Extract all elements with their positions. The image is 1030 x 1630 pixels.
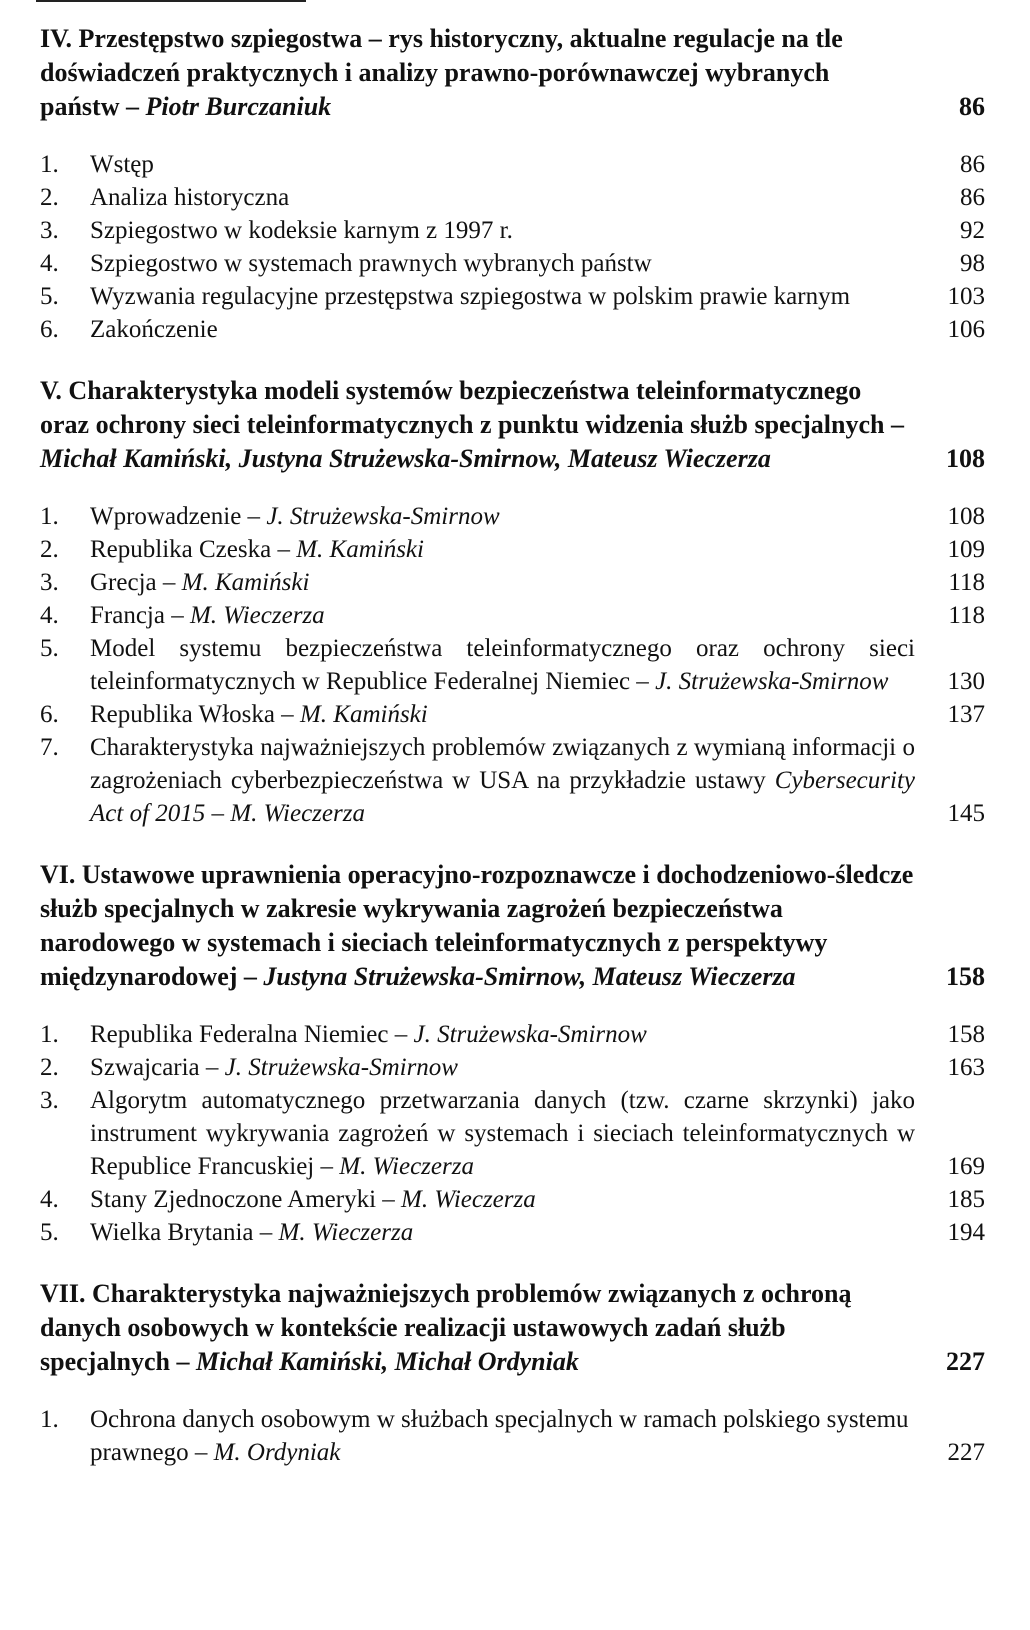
- table-of-contents: [40, 22, 985, 1497]
- toc-entry: [40, 1183, 985, 1216]
- entry-title: Grecja –: [90, 569, 182, 596]
- entry-page: 137: [947, 701, 985, 728]
- entry-title: Wprowadzenie –: [90, 503, 267, 530]
- toc-entry: [40, 181, 985, 214]
- section-entries: [40, 1018, 985, 1249]
- entry-number: 1.: [40, 1406, 59, 1433]
- entry-number: 4.: [40, 250, 59, 277]
- entry-number: 5.: [40, 635, 59, 662]
- toc-entry: [40, 1216, 985, 1249]
- entry-title: Charakterystyka najważniejszych problemów związanych z wymianą informacji o zagrożeniach cyberbezpieczeństwa w USA na przykładzie ustawy: [90, 734, 915, 794]
- section-title: VI. Ustawowe uprawnienia operacyjno-rozpoznawcze i dochodzeniowo-śledcze służb specjalnych w zakresie wykrywania zagrożeń bezpieczeństwa narodowego w systemach i sieciach teleinformatycznych z perspektywy międzynarodowej –: [40, 860, 914, 991]
- section-heading: [40, 1277, 985, 1379]
- toc-entry: [40, 731, 985, 830]
- entry-page: 109: [947, 536, 985, 563]
- entry-number: 4.: [40, 602, 59, 629]
- section-authors: Justyna Strużewska-Smirnow, Mateusz Wieczerza: [263, 962, 796, 991]
- toc-entry: [40, 599, 985, 632]
- toc-section: [40, 22, 985, 346]
- toc-entry: [40, 1084, 985, 1183]
- entry-page: 98: [960, 250, 985, 277]
- toc-entry: [40, 313, 985, 346]
- entry-page: 118: [948, 569, 985, 596]
- entry-number: 1.: [40, 503, 59, 530]
- section-heading: [40, 374, 985, 476]
- section-title: IV. Przestępstwo szpiegostwa – rys historyczny, aktualne regulacje na tle doświadczeń praktycznych i analizy prawno-porównawczej wybranych państw –: [40, 24, 843, 121]
- entry-number: 1.: [40, 1021, 59, 1048]
- entry-author: M. Ordyniak: [213, 1439, 341, 1466]
- entry-number: 5.: [40, 283, 59, 310]
- entry-title: Wstęp: [90, 151, 154, 178]
- entry-number: 1.: [40, 151, 59, 178]
- entry-author: J. Strużewska-Smirnow: [224, 1054, 458, 1081]
- entry-page: 86: [960, 184, 985, 211]
- entry-title: Republika Włoska –: [90, 701, 300, 728]
- section-title: VII. Charakterystyka najważniejszych problemów związanych z ochroną danych osobowych w kontekście realizacji ustawowych zadań służb specjalnych –: [40, 1279, 852, 1376]
- toc-entry: [40, 148, 985, 181]
- entry-title: Szpiegostwo w kodeksie karnym z 1997 r.: [90, 217, 513, 244]
- entry-page: 185: [947, 1186, 985, 1213]
- entry-page: 194: [947, 1219, 985, 1246]
- entry-page: 86: [960, 151, 985, 178]
- section-authors: Michał Kamiński, Justyna Strużewska-Smirnow, Mateusz Wieczerza: [40, 444, 771, 473]
- entry-title: Ochrona danych osobowym w służbach specjalnych w ramach polskiego systemu prawnego –: [90, 1406, 909, 1466]
- entry-page: 158: [947, 1021, 985, 1048]
- entry-author: M. Wieczerza: [189, 602, 325, 629]
- toc-entry: [40, 500, 985, 533]
- entry-author: M. Wieczerza: [278, 1219, 414, 1246]
- toc-entry: [40, 632, 985, 698]
- section-heading: [40, 22, 985, 124]
- entry-page: 130: [947, 668, 985, 695]
- toc-entry: [40, 533, 985, 566]
- entry-page: 92: [960, 217, 985, 244]
- entry-title: Wielka Brytania –: [90, 1219, 279, 1246]
- entry-author: M. Wieczerza: [401, 1186, 536, 1213]
- entry-number: 6.: [40, 701, 59, 728]
- toc-section: [40, 858, 985, 1249]
- entry-number: 2.: [40, 1054, 59, 1081]
- entry-page: 106: [947, 316, 985, 343]
- entry-number: 3.: [40, 217, 59, 244]
- toc-entry: [40, 1403, 985, 1469]
- toc-entry: [40, 1018, 985, 1051]
- entry-number: 3.: [40, 1087, 59, 1114]
- toc-entry: [40, 214, 985, 247]
- entry-title: Stany Zjednoczone Ameryki –: [90, 1186, 402, 1213]
- entry-page: 227: [947, 1439, 985, 1466]
- section-page: 86: [959, 92, 985, 121]
- entry-author: J. Strużewska-Smirnow: [655, 668, 889, 695]
- toc-entry: [40, 280, 985, 313]
- section-page: 227: [946, 1347, 985, 1376]
- entry-page: 163: [947, 1054, 985, 1081]
- entry-author: M. Kamiński: [299, 701, 428, 728]
- entry-title: Francja –: [90, 602, 190, 629]
- entry-title: Algorytm automatycznego przetwarzania danych (tzw. czarne skrzynki) jako instrument wykrywania zagrożeń w systemach i sieciach teleinformatycznych w Republice Francuskiej –: [90, 1087, 915, 1180]
- entry-title: Wyzwania regulacyjne przestępstwa szpiegostwa w polskim prawie karnym: [90, 283, 851, 310]
- section-authors: Piotr Burczaniuk: [145, 92, 332, 121]
- entry-number: 5.: [40, 1219, 59, 1246]
- entry-page: 169: [947, 1153, 985, 1180]
- entry-number: 7.: [40, 734, 59, 761]
- entry-number: 3.: [40, 569, 59, 596]
- toc-entry: [40, 1051, 985, 1084]
- entry-title: Szpiegostwo w systemach prawnych wybranych państw: [90, 250, 652, 277]
- entry-page: 118: [948, 602, 985, 629]
- section-entries: [40, 500, 985, 830]
- entry-page: 108: [947, 503, 985, 530]
- entry-number: 4.: [40, 1186, 59, 1213]
- toc-entry: [40, 247, 985, 280]
- entry-page: 145: [947, 800, 985, 827]
- top-rule: [36, 0, 306, 2]
- entry-title: Zakończenie: [90, 316, 218, 343]
- entry-page: 103: [947, 283, 985, 310]
- entry-title: Model systemu bezpieczeństwa teleinformatycznego oraz ochrony sieci teleinformatycznych w Republice Federalnej Niemiec –: [90, 635, 915, 695]
- section-entries: [40, 1403, 985, 1469]
- entry-number: 2.: [40, 184, 59, 211]
- toc-entry: [40, 566, 985, 599]
- entry-author: M. Wieczerza: [339, 1153, 474, 1180]
- toc-section: [40, 1277, 985, 1469]
- entry-number: 2.: [40, 536, 59, 563]
- toc-section: [40, 374, 985, 830]
- section-title: V. Charakterystyka modeli systemów bezpieczeństwa teleinformatycznego oraz ochrony sieci teleinformatycznych z punktu widzenia służb specjalnych –: [40, 376, 904, 439]
- entry-title: Analiza historyczna: [90, 184, 290, 211]
- section-entries: [40, 148, 985, 346]
- entry-author: M. Kamiński: [181, 569, 310, 596]
- entry-title: Szwajcaria –: [90, 1054, 225, 1081]
- entry-author: J. Strużewska-Smirnow: [413, 1021, 647, 1048]
- entry-title: Republika Czeska –: [90, 536, 297, 563]
- entry-title: Republika Federalna Niemiec –: [90, 1021, 414, 1048]
- toc-entry: [40, 698, 985, 731]
- entry-author: Cybersecurity Act of 2015 – M. Wieczerza: [90, 767, 915, 827]
- section-heading: [40, 858, 985, 994]
- entry-author: J. Strużewska-Smirnow: [266, 503, 500, 530]
- section-page: 108: [946, 444, 985, 473]
- section-authors: Michał Kamiński, Michał Ordyniak: [196, 1347, 579, 1376]
- entry-number: 6.: [40, 316, 59, 343]
- entry-author: M. Kamiński: [296, 536, 424, 563]
- section-page: 158: [946, 962, 985, 991]
